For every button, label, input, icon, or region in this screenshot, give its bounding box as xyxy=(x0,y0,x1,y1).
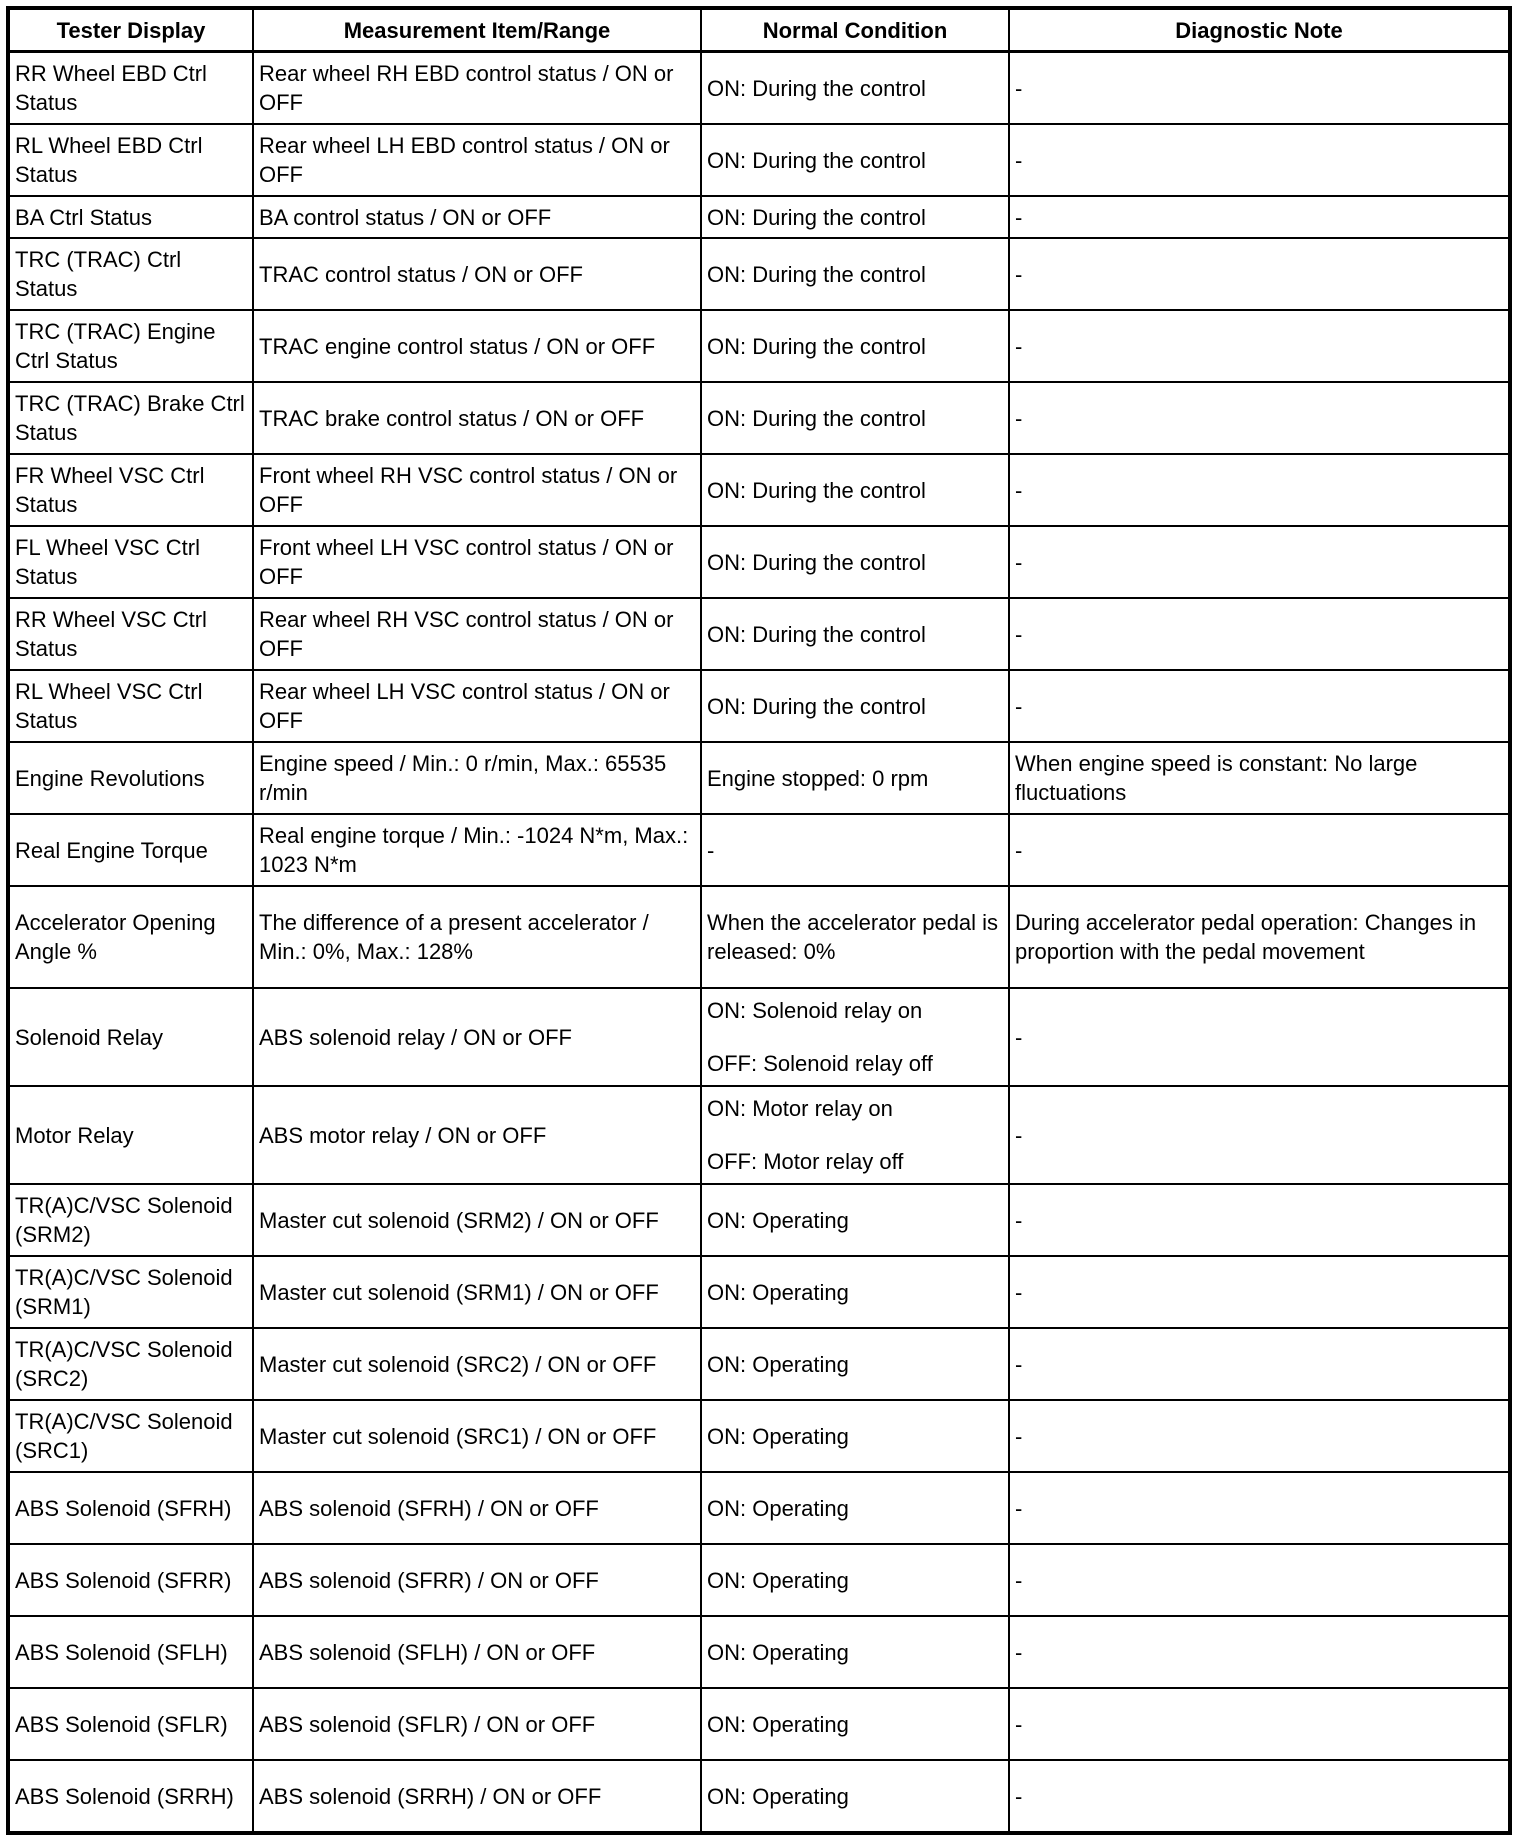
measurement-item-cell: ABS solenoid (SRRH) / ON or OFF xyxy=(253,1760,701,1833)
table-row xyxy=(8,52,1510,125)
header-diagnostic-note: Diagnostic Note xyxy=(1009,8,1510,52)
normal-condition-cell xyxy=(701,988,1009,1086)
table-row xyxy=(8,454,1510,526)
table-row xyxy=(8,598,1510,670)
diagnostic-note-cell: - xyxy=(1009,1086,1510,1184)
measurement-item-cell: Front wheel LH VSC control status / ON or OFF xyxy=(253,526,701,598)
normal-condition-cell: When the accelerator pedal is released: 0% xyxy=(701,886,1009,988)
diagnostic-note-cell: - xyxy=(1009,1616,1510,1688)
measurement-item-cell: Rear wheel RH EBD control status / ON or OFF xyxy=(253,52,701,125)
tester-display-cell: Real Engine Torque xyxy=(8,814,253,886)
table-row xyxy=(8,1400,1510,1472)
table-row xyxy=(8,988,1510,1086)
header-normal-condition: Normal Condition xyxy=(701,8,1009,52)
normal-condition-cell: ON: Operating xyxy=(701,1400,1009,1472)
measurement-item-cell: Front wheel RH VSC control status / ON or OFF xyxy=(253,454,701,526)
condition-on: ON: Solenoid relay on xyxy=(707,998,923,1023)
normal-condition-cell: ON: During the control xyxy=(701,598,1009,670)
diagnostic-note-cell: - xyxy=(1009,988,1510,1086)
tester-display-cell: Accelerator Opening Angle % xyxy=(8,886,253,988)
normal-condition-cell xyxy=(701,1086,1009,1184)
tester-display-cell: TR(A)C/VSC Solenoid (SRC2) xyxy=(8,1328,253,1400)
tester-display-cell: TRC (TRAC) Brake Ctrl Status xyxy=(8,382,253,454)
diagnostic-note-cell: - xyxy=(1009,1472,1510,1544)
normal-condition-cell: ON: During the control xyxy=(701,670,1009,742)
table-row xyxy=(8,1760,1510,1833)
table-row xyxy=(8,526,1510,598)
measurement-item-cell: TRAC engine control status / ON or OFF xyxy=(253,310,701,382)
tester-display-cell: ABS Solenoid (SRRH) xyxy=(8,1760,253,1833)
table-row xyxy=(8,196,1510,238)
normal-condition-cell: ON: Operating xyxy=(701,1256,1009,1328)
measurement-item-cell: ABS solenoid (SFRH) / ON or OFF xyxy=(253,1472,701,1544)
condition-on: ON: Motor relay on xyxy=(707,1096,893,1121)
tester-display-cell: FL Wheel VSC Ctrl Status xyxy=(8,526,253,598)
diagnostic-note-cell: - xyxy=(1009,526,1510,598)
measurement-item-cell: TRAC control status / ON or OFF xyxy=(253,238,701,310)
normal-condition-cell: ON: Operating xyxy=(701,1616,1009,1688)
normal-condition-cell: ON: Operating xyxy=(701,1688,1009,1760)
diagnostic-note-cell: - xyxy=(1009,1256,1510,1328)
tester-display-cell: Engine Revolutions xyxy=(8,742,253,814)
measurement-item-cell: Master cut solenoid (SRC1) / ON or OFF xyxy=(253,1400,701,1472)
measurement-item-cell: ABS motor relay / ON or OFF xyxy=(253,1086,701,1184)
diagnostic-note-cell: - xyxy=(1009,52,1510,125)
table-row xyxy=(8,310,1510,382)
measurement-item-cell: ABS solenoid (SFLH) / ON or OFF xyxy=(253,1616,701,1688)
table-row xyxy=(8,1184,1510,1256)
header-row xyxy=(8,8,1510,52)
normal-condition-cell: ON: During the control xyxy=(701,196,1009,238)
table-row xyxy=(8,1472,1510,1544)
table-row xyxy=(8,1616,1510,1688)
diagnostic-note-cell: - xyxy=(1009,238,1510,310)
tester-display-cell: RR Wheel EBD Ctrl Status xyxy=(8,52,253,125)
measurement-item-cell: Rear wheel RH VSC control status / ON or OFF xyxy=(253,598,701,670)
condition-off: OFF: Solenoid relay off xyxy=(707,1051,933,1076)
measurement-item-cell: TRAC brake control status / ON or OFF xyxy=(253,382,701,454)
tester-display-cell: ABS Solenoid (SFLR) xyxy=(8,1688,253,1760)
measurement-item-cell: ABS solenoid (SFLR) / ON or OFF xyxy=(253,1688,701,1760)
diagnostic-note-cell: - xyxy=(1009,1760,1510,1833)
header-tester-display: Tester Display xyxy=(8,8,253,52)
diagnostic-note-cell: - xyxy=(1009,670,1510,742)
tester-display-cell: RR Wheel VSC Ctrl Status xyxy=(8,598,253,670)
table-row xyxy=(8,886,1510,988)
table-row xyxy=(8,814,1510,886)
tester-display-cell: RL Wheel VSC Ctrl Status xyxy=(8,670,253,742)
table-row xyxy=(8,238,1510,310)
diagnostic-note-cell: When engine speed is constant: No large fluctuations xyxy=(1009,742,1510,814)
normal-condition-cell: Engine stopped: 0 rpm xyxy=(701,742,1009,814)
tester-display-cell: ABS Solenoid (SFRH) xyxy=(8,1472,253,1544)
tester-display-cell: ABS Solenoid (SFRR) xyxy=(8,1544,253,1616)
tester-display-cell: TRC (TRAC) Engine Ctrl Status xyxy=(8,310,253,382)
normal-condition-cell: ON: Operating xyxy=(701,1472,1009,1544)
measurement-item-cell: ABS solenoid (SFRR) / ON or OFF xyxy=(253,1544,701,1616)
normal-condition-cell: ON: Operating xyxy=(701,1760,1009,1833)
tester-display-cell: Motor Relay xyxy=(8,1086,253,1184)
tester-display-cell: BA Ctrl Status xyxy=(8,196,253,238)
table-row xyxy=(8,1328,1510,1400)
measurement-item-cell: Rear wheel LH EBD control status / ON or OFF xyxy=(253,124,701,196)
measurement-item-cell: Real engine torque / Min.: -1024 N*m, Max.: 1023 N*m xyxy=(253,814,701,886)
normal-condition-cell: ON: During the control xyxy=(701,526,1009,598)
tester-display-cell: FR Wheel VSC Ctrl Status xyxy=(8,454,253,526)
diagnostic-note-cell: - xyxy=(1009,1544,1510,1616)
diagnostic-note-cell: During accelerator pedal operation: Changes in proportion with the pedal movement xyxy=(1009,886,1510,988)
normal-condition-cell: ON: Operating xyxy=(701,1184,1009,1256)
table-row xyxy=(8,670,1510,742)
normal-condition-cell: ON: During the control xyxy=(701,124,1009,196)
table-row xyxy=(8,124,1510,196)
diagnostic-note-cell: - xyxy=(1009,196,1510,238)
tester-display-cell: TRC (TRAC) Ctrl Status xyxy=(8,238,253,310)
condition-off: OFF: Motor relay off xyxy=(707,1149,904,1174)
measurement-item-cell: Master cut solenoid (SRC2) / ON or OFF xyxy=(253,1328,701,1400)
tester-display-cell: Solenoid Relay xyxy=(8,988,253,1086)
diagnostic-note-cell: - xyxy=(1009,1184,1510,1256)
normal-condition-cell: ON: During the control xyxy=(701,238,1009,310)
tester-display-cell: RL Wheel EBD Ctrl Status xyxy=(8,124,253,196)
measurement-item-cell: The difference of a present accelerator / Min.: 0%, Max.: 128% xyxy=(253,886,701,988)
table-row xyxy=(8,1544,1510,1616)
measurement-item-cell: BA control status / ON or OFF xyxy=(253,196,701,238)
table-row xyxy=(8,1086,1510,1184)
measurement-item-cell: ABS solenoid relay / ON or OFF xyxy=(253,988,701,1086)
diagnostic-note-cell: - xyxy=(1009,1688,1510,1760)
table-row xyxy=(8,1688,1510,1760)
normal-condition-cell: ON: During the control xyxy=(701,310,1009,382)
measurement-item-cell: Engine speed / Min.: 0 r/min, Max.: 65535 r/min xyxy=(253,742,701,814)
diagnostic-note-cell: - xyxy=(1009,310,1510,382)
normal-condition-cell: ON: During the control xyxy=(701,52,1009,125)
diagnostic-note-cell: - xyxy=(1009,1400,1510,1472)
data-list-table xyxy=(6,6,1512,1835)
measurement-item-cell: Master cut solenoid (SRM1) / ON or OFF xyxy=(253,1256,701,1328)
header-measurement-item: Measurement Item/Range xyxy=(253,8,701,52)
tester-display-cell: TR(A)C/VSC Solenoid (SRC1) xyxy=(8,1400,253,1472)
diagnostic-note-cell: - xyxy=(1009,124,1510,196)
diagnostic-note-cell: - xyxy=(1009,598,1510,670)
diagnostic-note-cell: - xyxy=(1009,814,1510,886)
diagnostic-note-cell: - xyxy=(1009,454,1510,526)
tester-display-cell: TR(A)C/VSC Solenoid (SRM1) xyxy=(8,1256,253,1328)
tester-display-cell: TR(A)C/VSC Solenoid (SRM2) xyxy=(8,1184,253,1256)
measurement-item-cell: Master cut solenoid (SRM2) / ON or OFF xyxy=(253,1184,701,1256)
normal-condition-cell: ON: During the control xyxy=(701,454,1009,526)
diagnostic-note-cell: - xyxy=(1009,1328,1510,1400)
measurement-item-cell: Rear wheel LH VSC control status / ON or OFF xyxy=(253,670,701,742)
normal-condition-cell: ON: Operating xyxy=(701,1544,1009,1616)
table-row xyxy=(8,1256,1510,1328)
normal-condition-cell: ON: Operating xyxy=(701,1328,1009,1400)
table-row xyxy=(8,382,1510,454)
normal-condition-cell: - xyxy=(701,814,1009,886)
tester-display-cell: ABS Solenoid (SFLH) xyxy=(8,1616,253,1688)
normal-condition-cell: ON: During the control xyxy=(701,382,1009,454)
diagnostic-note-cell: - xyxy=(1009,382,1510,454)
table-row xyxy=(8,742,1510,814)
